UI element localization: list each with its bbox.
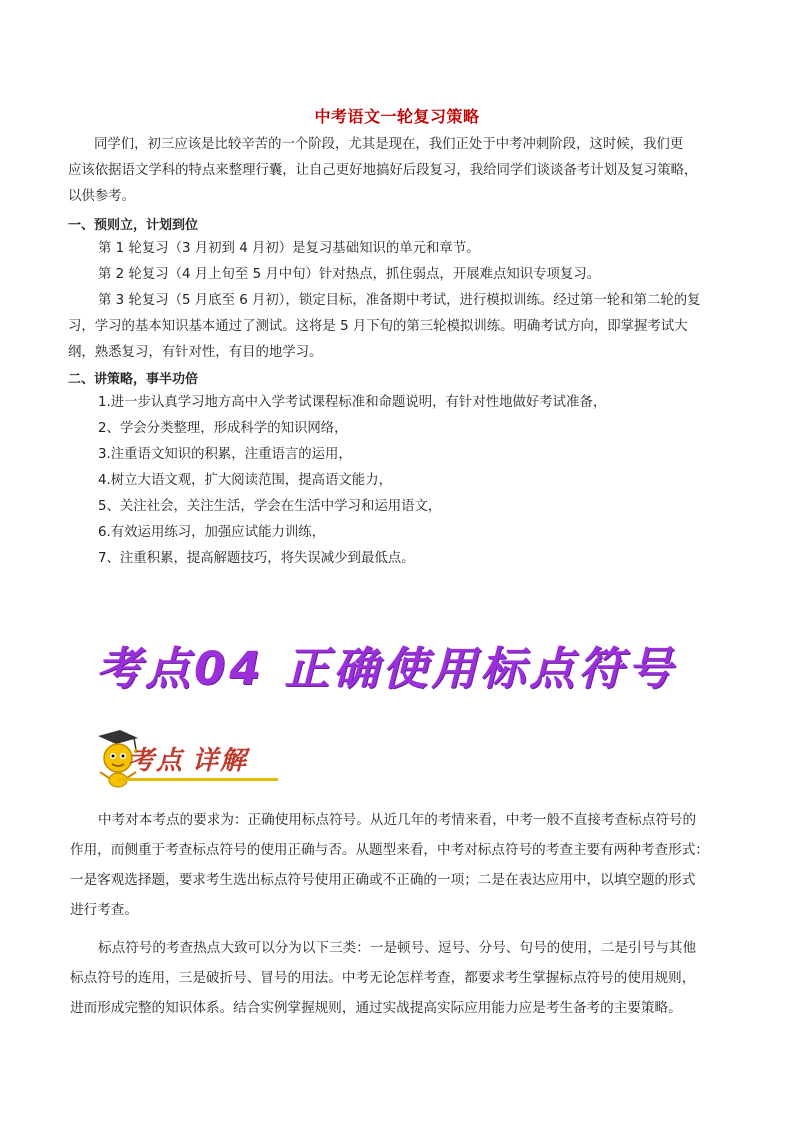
list-item: 7、注重积累，提高解题技巧，将失误减少到最低点。 <box>98 551 415 566</box>
topic-heading: 考点04 正确使用标点符号 <box>96 642 677 695</box>
list-item: 3.注重语文知识的积累，注重语言的运用， <box>98 447 352 462</box>
badge-underline <box>118 778 278 781</box>
detail-line: 进而形成完整的知识体系。结合实例掌握规则，通过实战提高实际应用能力应是考生备考的主要策略。 <box>70 1000 682 1016</box>
list-item: 4.树立大语文观，扩大阅读范围，提高语文能力， <box>98 473 392 488</box>
section-1-line: 第 2 轮复习（4 月上旬至 5 月中旬）针对热点，抓住弱点，开展难点知识专项复习。 <box>98 267 601 282</box>
detail-line: 作用，而侧重于考查标点符号的使用正确与否。从题型来看，中考对标点符号的考查主要有两种考查形式： <box>70 842 709 858</box>
detail-line: 进行考查。 <box>70 902 138 918</box>
list-item: 2、学会分类整理，形成科学的知识网络， <box>98 421 348 436</box>
list-item: 6.有效运用练习，加强应试能力训练， <box>98 525 326 540</box>
badge-word-2: 详解 <box>192 746 249 776</box>
list-item: 5、关注社会，关注生活，学会在生活中学习和运用语文， <box>98 499 442 514</box>
section-1-line: 第 1 轮复习（3 月初到 4 月初）是复习基础知识的单元和章节。 <box>98 241 480 256</box>
section-2-heading: 二、讲策略，事半功倍 <box>68 372 199 387</box>
section-1-heading: 一、预则立，计划到位 <box>68 218 199 233</box>
intro-line-1: 同学们，初三应该是比较辛苦的一个阶段，尤其是现在，我们正处于中考冲刺阶段，这时候，我们更 <box>94 137 684 152</box>
detail-line: 标点符号的考查热点大致可以分为以下三类：一是顿号、逗号、分号、句号的使用，二是引号与其他 <box>98 940 697 956</box>
intro-line-2: 应该依据语文学科的特点来整理行囊，让自己更好地搞好后段复习，我给同学们谈谈备考计划及复习策略， <box>68 163 698 178</box>
section-1-line: 第 3 轮复习（5 月底至 6 月初），锁定目标，准备期中考试，进行模拟训练。经过第一轮和第二轮的复 <box>98 293 701 308</box>
section-1-line: 习，学习的基本知识基本通过了测试。这将是 5 月下旬的第三轮模拟训练。明确考试方向，即掌握考试大 <box>68 319 688 334</box>
badge-title <box>128 740 248 777</box>
detail-line: 一是客观选择题，要求考生选出标点符号使用正确或不正确的一项；二是在表达应用中，以填空题的形式 <box>70 872 696 888</box>
detail-line: 中考对本考点的要求为：正确使用标点符号。从近几年的考情来看，中考一般不直接考查标点符号的 <box>98 812 697 828</box>
page-title: 中考语文一轮复习策略 <box>314 107 480 126</box>
badge-word-1: 考点 <box>128 746 185 776</box>
intro-line-3: 以供参考。 <box>68 189 135 204</box>
detail-line: 标点符号的连用，三是破折号、冒号的用法。中考无论怎样考查，都要求考生掌握标点符号的使用规则， <box>70 970 696 986</box>
list-item: 1.进一步认真学习地方高中入学考试课程标准和命题说明，有针对性地做好考试准备， <box>98 395 607 410</box>
section-1-line: 纲，熟悉复习，有针对性，有目的地学习。 <box>68 345 323 360</box>
